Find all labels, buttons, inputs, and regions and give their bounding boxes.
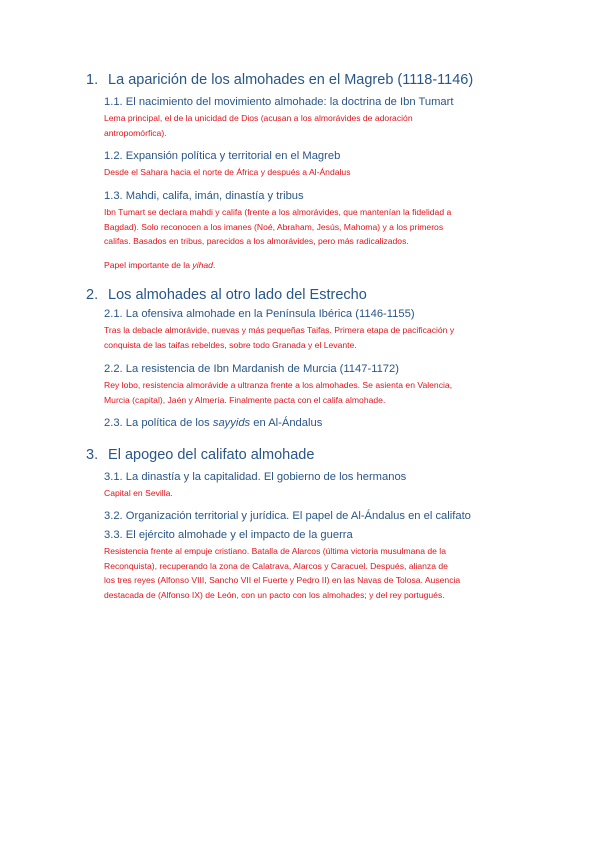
subsection-heading-3-2: 3.2. Organización territorial y jurídica. El papel de Al-Ándalus en el califato bbox=[104, 510, 471, 522]
subsection-heading-3-3: 3.3. El ejército almohade y el impacto de la guerra bbox=[104, 529, 353, 541]
note-1-1 bbox=[104, 111, 524, 140]
note-1-3-extra bbox=[104, 258, 524, 273]
note-line: Tras la debacle almorávide, nuevas y más pequeñas Taifas. Primera etapa de pacificación y bbox=[104, 325, 455, 335]
subsection-heading-2-3 bbox=[104, 417, 322, 429]
section-title: Los almohades al otro lado del Estrecho bbox=[108, 287, 367, 303]
section-heading-1 bbox=[86, 72, 473, 88]
note-line: los tres reyes (Alfonso VIII, Sancho VII el Fuerte y Pedro II) en las Navas de Tolosa. Ausencia bbox=[104, 575, 461, 586]
note-3-1 bbox=[104, 486, 524, 501]
subsection-heading-1-2: 1.2. Expansión política y territorial en el Magreb bbox=[104, 150, 341, 162]
subsection-heading-1-3: 1.3. Mahdi, califa, imán, dinastía y tribus bbox=[104, 190, 304, 202]
note-1-3 bbox=[104, 205, 524, 249]
note-line: Rey lobo, resistencia almorávide a ultranza frente a los almohades. Se asienta en Valencia, bbox=[104, 380, 453, 390]
note-italic-term: yihad bbox=[192, 260, 213, 270]
heading-text: en Al-Ándalus bbox=[250, 417, 323, 429]
note-line: Resistencia frente al empuje cristiano. Batalla de Alarcos (última victoria musulmana de la bbox=[104, 546, 446, 556]
section-number: 3. bbox=[86, 447, 99, 463]
note-line: Murcia (capital), Jaén y Almería. Finalmente pacta con el califa almohade. bbox=[104, 394, 386, 405]
subsection-heading-2-1: 2.1. La ofensiva almohade en la Península Ibérica (1146-1155) bbox=[104, 308, 415, 320]
note-line: califas. Basados en tribus, parecidos a los almorávides, pero más radicalizados. bbox=[104, 236, 409, 247]
section-heading-2 bbox=[86, 287, 367, 303]
subsection-heading-2-2: 2.2. La resistencia de Ibn Mardanish de Murcia (1147-1172) bbox=[104, 363, 399, 375]
note-line: Capital en Sevilla. bbox=[104, 488, 173, 498]
note-text: . bbox=[212, 260, 216, 270]
section-title: El apogeo del califato almohade bbox=[108, 447, 315, 463]
section-heading-3 bbox=[86, 447, 314, 463]
section-number: 1. bbox=[86, 72, 99, 88]
note-1-2 bbox=[104, 165, 524, 180]
note-line: destacada de (Alfonso IX) de León, con un pacto con los almohades; y del rey portugués. bbox=[104, 589, 445, 600]
note-text: Papel importante de la bbox=[104, 260, 193, 270]
subsection-heading-3-1: 3.1. La dinastía y la capitalidad. El gobierno de los hermanos bbox=[104, 471, 407, 483]
note-line: Lema principal, el de la unicidad de Dios (acusan a los almorávides de adoración bbox=[104, 113, 413, 123]
note-line: antropomórfica). bbox=[104, 127, 167, 138]
note-3-3 bbox=[104, 544, 524, 602]
note-line: Bagdad). Solo reconocen a los imanes (Noé, Abraham, Jesús, Mahoma) y a los primeros bbox=[104, 221, 444, 232]
section-title: La aparición de los almohades en el Magreb (1118-1146) bbox=[108, 72, 474, 88]
section-number: 2. bbox=[86, 287, 99, 303]
note-line: Desde el Sahara hacia el norte de África y después a Al-Ándalus bbox=[104, 167, 351, 177]
heading-italic-term: sayyids bbox=[212, 417, 251, 429]
note-line: Reconquista), recuperando la zona de Calatrava, Alarcos y Caracuel. Después, alianza de bbox=[104, 560, 448, 571]
note-2-1 bbox=[104, 323, 524, 352]
note-line: Ibn Tumart se declara mahdi y califa (frente a los almorávides, que mantenían la fidelidad a bbox=[104, 207, 452, 217]
note-2-2 bbox=[104, 378, 524, 407]
note-line: conquista de las taifas rebeldes, sobre todo Granada y el Levante. bbox=[104, 339, 357, 350]
subsection-heading-1-1: 1.1. El nacimiento del movimiento almohade: la doctrina de Ibn Tumart bbox=[104, 96, 454, 108]
heading-text: 2.3. La política de los bbox=[104, 417, 213, 429]
